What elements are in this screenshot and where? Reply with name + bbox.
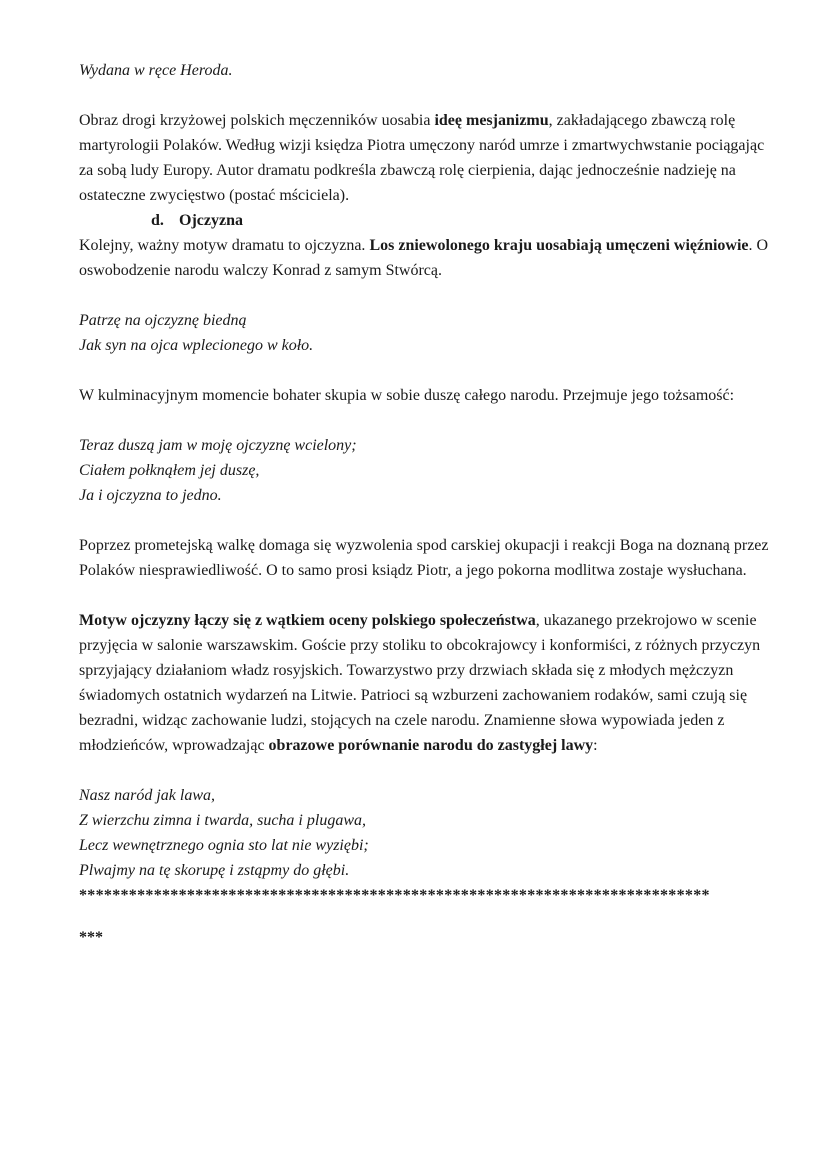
section-number: d. [151, 212, 164, 229]
paragraph-ojczyzna-bold: Los zniewolonego kraju uosabiają umęczeni więźniowie [369, 237, 749, 254]
paragraph-ojczyzna-text-end: . O oswobodzenie narodu walczy Konrad z samym Stwórcą. [79, 237, 769, 279]
quote-block-2 [79, 433, 769, 508]
paragraph-spoleczenstwo-bold-2: obrazowe porównanie narodu do zastygłej lawy [268, 737, 594, 754]
separator-short: *** [79, 929, 103, 946]
quote-line: Ciałem połknąłem jej duszę, [79, 462, 260, 479]
quote-line: Jak syn na ojca wplecionego w koło. [79, 337, 314, 354]
quote-line: Ja i ojczyzna to jedno. [79, 487, 222, 504]
paragraph-ojczyzna-text: Kolejny, ważny motyw dramatu to ojczyzna. [79, 237, 370, 254]
paragraph-spoleczenstwo-text-end: : [593, 737, 598, 754]
section-heading [79, 208, 769, 233]
quote-block-3 [79, 783, 769, 883]
paragraph-mesjanizm-text-end: , zakładającego zbawczą rolę martyrologii Polaków. Według wizji księdza Piotra umęczony naród umrze i zmartwychwstanie pociągając za sobą ludy Europy. Autor dramatu podkreśla zbawczą rolę cierpienia, dając jednocześnie nadzieję na ostateczne zwycięstwo (postać mściciela). [79, 112, 765, 204]
paragraph-mesjanizm [79, 108, 769, 208]
quote-line: Nasz naród jak lawa, [79, 787, 216, 804]
separator-long: **************************************************************************** [79, 887, 710, 904]
paragraph-spoleczenstwo-text: , ukazanego przekrojowo w scenie przyjęcia w salonie warszawskim. Goście przy stoliku to obcokrajowcy i konformiści, z różnych przyczyn sprzyjający działaniom władz rosyjskich. Towarzystwo przy drzwiach składa się z młodych mężczyzn świadomych ostatnich wydarzeń na Litwie. Patrioci są wzburzeni zachowaniem rodaków, sami czują się bezradni, widząc zachowanie ludzi, stojących na czele narodu. Znamienne słowa wypowiada jeden z młodzieńców, wprowadzając [79, 612, 761, 754]
paragraph-spoleczenstwo [79, 608, 769, 758]
section-title: Ojczyzna [179, 212, 243, 229]
paragraph-spoleczenstwo-bold: Motyw ojczyzny łączy się z wątkiem oceny polskiego społeczeństwa [79, 612, 536, 629]
quote-line: Teraz duszą jam w moję ojczyznę wcielony; [79, 437, 357, 454]
paragraph-kulminacja: W kulminacyjnym momencie bohater skupia w sobie duszę całego narodu. Przejmuje jego tożsamość: [79, 387, 735, 404]
top-quote-line: Wydana w ręce Heroda. [79, 62, 233, 79]
quote-line: Z wierzchu zimna i twarda, sucha i plugawa, [79, 812, 366, 829]
quote-line: Plwajmy na tę skorupę i zstąpmy do głębi. [79, 862, 350, 879]
quote-line: Patrzę na ojczyznę biedną [79, 312, 247, 329]
paragraph-ojczyzna [79, 233, 769, 283]
quote-block-1 [79, 308, 769, 358]
paragraph-prometejska: Poprzez prometejską walkę domaga się wyzwolenia spod carskiej okupacji i reakcji Boga na doznaną przez Polaków niesprawiedliwość. O to samo prosi ksiądz Piotr, a jego pokorna modlitwa zostaje wysłuchana. [79, 537, 769, 579]
paragraph-mesjanizm-bold: ideę mesjanizmu [434, 112, 549, 129]
quote-line: Lecz wewnętrznego ognia sto lat nie wyziębi; [79, 837, 369, 854]
paragraph-mesjanizm-text: Obraz drogi krzyżowej polskich męczenników uosabia [79, 112, 435, 129]
document-content [79, 58, 769, 950]
